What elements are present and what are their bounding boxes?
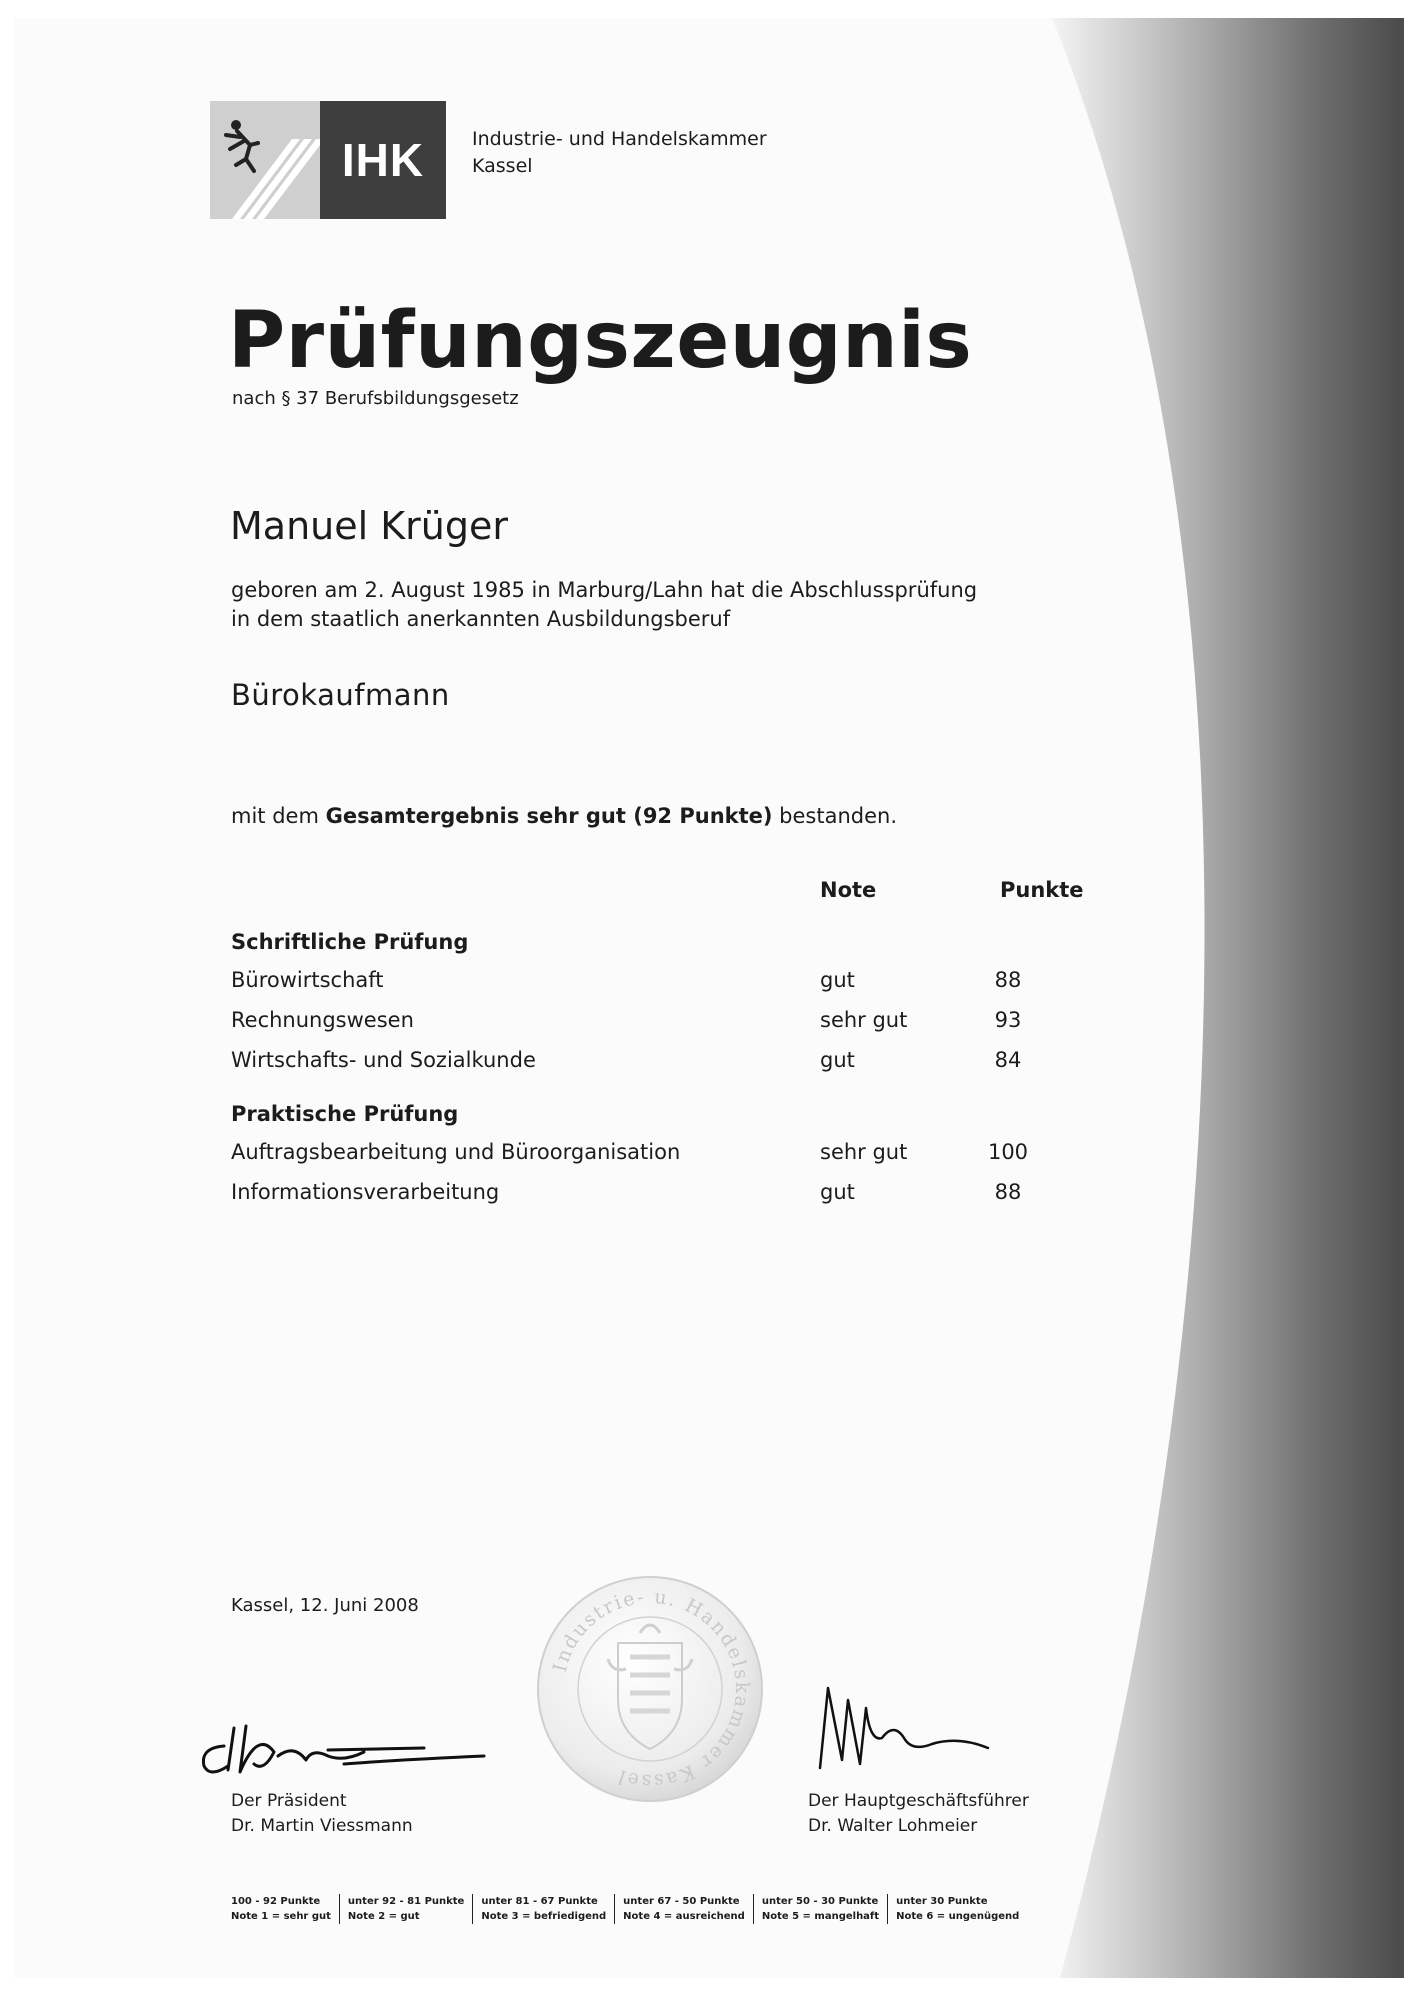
profession: Bürokaufmann: [231, 678, 450, 712]
scale-range: 100 - 92 Punkte: [231, 1896, 321, 1907]
document-subtitle: nach § 37 Berufsbildungsgesetz: [232, 388, 519, 409]
grading-scale-item: [614, 1894, 753, 1924]
candidate-name: Manuel Krüger: [230, 504, 509, 548]
points: 93: [994, 1008, 1022, 1032]
column-header-note: Note: [820, 878, 877, 902]
signatory-role: Der Präsident: [231, 1791, 347, 1811]
table-row: [231, 968, 1091, 998]
grading-scale-item: [887, 1894, 1027, 1924]
scale-range: unter 67 - 50 Punkte: [623, 1896, 740, 1907]
grade: sehr gut: [820, 1140, 908, 1164]
points: 100: [987, 1140, 1029, 1164]
scale-note: Note 5 = mangelhaft: [761, 1911, 880, 1922]
scale-range: unter 81 - 67 Punkte: [481, 1896, 598, 1907]
result-bold: Gesamtergebnis sehr gut (92 Punkte): [325, 804, 773, 828]
ihk-logo: [210, 101, 446, 219]
table-row: [231, 1180, 1091, 1210]
embossed-seal: [534, 1573, 766, 1805]
result-suffix: bestanden.: [772, 804, 898, 828]
place-date: Kassel, 12. Juni 2008: [231, 1595, 419, 1616]
document-title: Prüfungszeugnis: [228, 296, 973, 386]
certificate-page: [14, 18, 1404, 1978]
section-heading-written: Schriftliche Prüfung: [231, 930, 469, 954]
grading-scale-item: [472, 1894, 614, 1924]
result-prefix: mit dem: [231, 804, 326, 828]
scale-note: Note 4 = ausreichend: [623, 1911, 745, 1922]
scale-note: Note 6 = ungenügend: [896, 1911, 1020, 1922]
organization-name: [472, 126, 767, 180]
scale-note: Note 2 = gut: [347, 1911, 420, 1922]
signatory-name: Dr. Walter Lohmeier: [808, 1816, 978, 1836]
scale-range: unter 50 - 30 Punkte: [761, 1896, 879, 1907]
section-heading-practical: Praktische Prüfung: [231, 1102, 459, 1126]
scale-range: unter 92 - 81 Punkte: [347, 1896, 465, 1907]
signature-right-label: [808, 1789, 1029, 1839]
scale-note: Note 3 = befriedigend: [481, 1911, 607, 1922]
climber-icon: [210, 101, 320, 219]
points: 88: [994, 1180, 1022, 1204]
scale-range: unter 30 Punkte: [896, 1896, 988, 1907]
logo-text: IHK: [320, 101, 446, 219]
signatory-role: Der Hauptgeschäftsführer: [808, 1791, 1029, 1811]
signature-left-label: [231, 1789, 413, 1839]
signatory-name: Dr. Martin Viessmann: [231, 1816, 413, 1836]
subject: Rechnungswesen: [231, 1008, 414, 1032]
overall-result: [231, 804, 897, 828]
grade: gut: [820, 1048, 855, 1072]
intro-text: [231, 576, 977, 634]
points: 84: [994, 1048, 1022, 1072]
subject: Auftragsbearbeitung und Büroorganisation: [231, 1140, 681, 1164]
points: 88: [994, 968, 1022, 992]
seal-text: Industrie- u. Handelskammer Kassel: [548, 1585, 754, 1793]
scale-note: Note 1 = sehr gut: [231, 1911, 331, 1922]
signature-managing-director: [808, 1678, 1008, 1788]
subject: Wirtschafts- und Sozialkunde: [231, 1048, 536, 1072]
table-row: [231, 1008, 1091, 1038]
table-row: [231, 1140, 1091, 1170]
grading-scale: [231, 1894, 1027, 1924]
intro-line1: geboren am 2. August 1985 in Marburg/Lahn hat die Abschlussprüfung: [231, 578, 978, 602]
signature-president: [194, 1708, 494, 1783]
grade: sehr gut: [820, 1008, 908, 1032]
grade: gut: [820, 968, 855, 992]
grading-scale-item: [753, 1894, 887, 1924]
table-row: [231, 1048, 1091, 1078]
grading-scale-item: [231, 1894, 339, 1924]
intro-line2: in dem staatlich anerkannten Ausbildungsberuf: [231, 607, 731, 631]
subject: Informationsverarbeitung: [231, 1180, 500, 1204]
grade: gut: [820, 1180, 855, 1204]
organization-line1: Industrie- und Handelskammer: [472, 128, 767, 150]
column-header-points: Punkte: [1000, 878, 1084, 902]
organization-line2: Kassel: [472, 155, 533, 177]
subject: Bürowirtschaft: [231, 968, 384, 992]
grading-scale-item: [339, 1894, 472, 1924]
